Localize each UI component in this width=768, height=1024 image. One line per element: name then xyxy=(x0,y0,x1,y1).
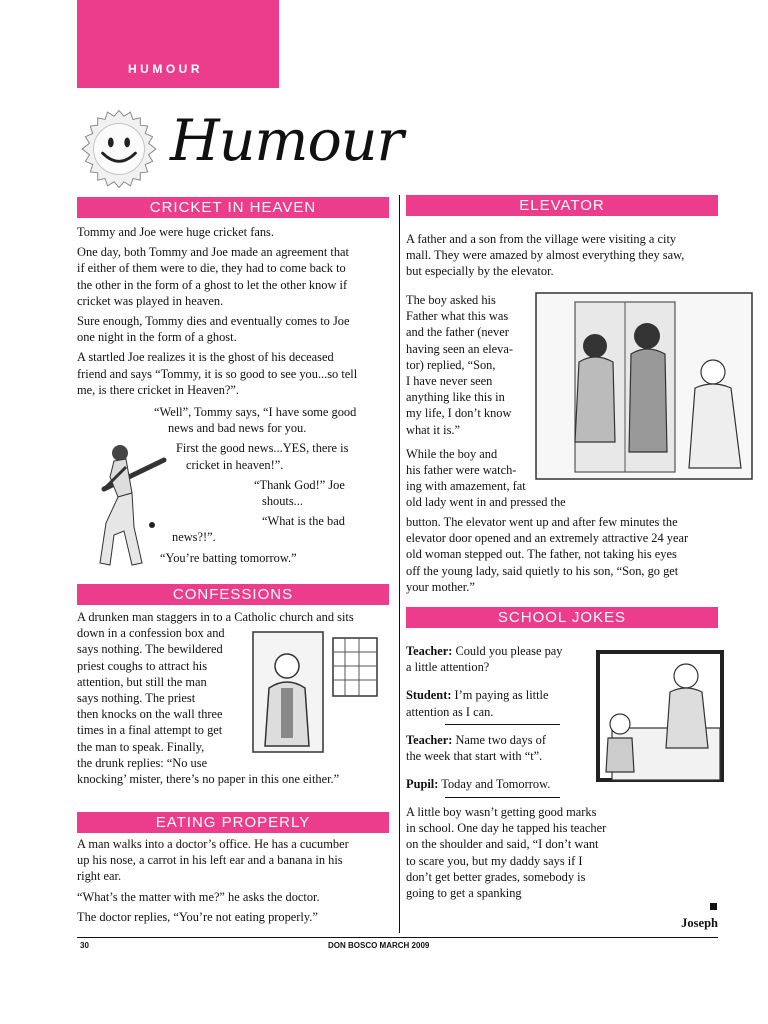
text-line: A father and a son from the village were visiting a city xyxy=(406,232,677,246)
dialogue-line: the week that start with “t”. xyxy=(406,749,543,764)
text-line: elevator door opened and an extremely attractive 24 year xyxy=(406,531,689,546)
eating-heading: EATING PROPERLY xyxy=(77,812,389,833)
text-line: “You’re batting tomorrow.” xyxy=(160,550,297,565)
school-heading: SCHOOL JOKES xyxy=(406,607,718,628)
section-tab-label: HUMOUR xyxy=(128,62,203,76)
dialogue-text: Could you please pay xyxy=(452,644,563,658)
speaker-label: Student: xyxy=(406,688,452,703)
page-title: Humour xyxy=(170,108,403,174)
dialogue-text: I’m paying as little xyxy=(451,688,549,703)
text-line: “What is the bad xyxy=(262,514,345,529)
cricket-dialogue xyxy=(154,404,356,566)
speaker-label: Pupil: xyxy=(406,777,439,792)
end-mark xyxy=(710,903,717,910)
classroom-illustration xyxy=(590,648,725,788)
text-line: A drunken man staggers in to a Catholic church and sits xyxy=(77,610,354,624)
text-line: if either of them were to die, they had to come back to xyxy=(77,261,346,276)
text-line: then knocks on the wall three xyxy=(77,707,223,722)
text-line: A startled Joe realizes it is the ghost of his deceased xyxy=(77,350,334,365)
dialogue-line xyxy=(406,776,562,792)
text-line: A little boy wasn’t getting good marks xyxy=(406,805,597,819)
text-line: your mother.” xyxy=(406,579,475,594)
text-line: down in a confession box and xyxy=(77,626,225,641)
elevator-illustration xyxy=(535,292,753,480)
text-line: going to get a spanking xyxy=(406,886,522,901)
text-line: what it is.” xyxy=(406,422,461,437)
text-line: news?!”. xyxy=(172,530,216,545)
column-divider xyxy=(399,195,400,933)
text-line: button. The elevator went up and after few minutes the xyxy=(406,515,678,529)
text-line: priest coughs to attract his xyxy=(77,658,208,673)
text-line: While the boy and xyxy=(406,446,498,461)
dialogue-text: Today and Tomorrow. xyxy=(438,777,551,792)
text-line: I have never seen xyxy=(406,374,493,389)
text-line: A man walks into a doctor’s office. He has a cucumber xyxy=(77,837,349,851)
text-line: the other in the form of a ghost to let the other know if xyxy=(77,277,348,292)
text-line: friend and says “Tommy, it is so good to see you...so tell xyxy=(77,366,358,381)
eating-text xyxy=(77,836,349,925)
smiley-icon xyxy=(78,108,160,190)
text-line: mall. They were amazed by almost everything they saw, xyxy=(406,248,685,263)
text-line: up his nose, a carrot in his left ear and a banana in his xyxy=(77,853,343,868)
elevator-heading: ELEVATOR xyxy=(406,195,718,216)
page-number: 30 xyxy=(80,941,89,950)
text-line: says nothing. The bewildered xyxy=(77,642,223,657)
dialogue-line: attention as I can. xyxy=(406,704,494,719)
school-story xyxy=(406,804,606,901)
text-line: my life, I don’t know xyxy=(406,406,512,421)
text-line: shouts... xyxy=(262,494,303,509)
separator-line xyxy=(445,797,560,798)
text-line: cricket was played in heaven. xyxy=(77,293,224,308)
dialogue-line xyxy=(406,687,562,703)
text-line: Tommy and Joe were huge cricket fans. xyxy=(77,225,274,239)
text-line: and the father (never xyxy=(406,325,509,340)
elevator-wide xyxy=(406,514,688,595)
text-line: news and bad news for you. xyxy=(168,421,307,436)
speaker-label: Teacher: xyxy=(406,644,453,658)
text-line: First the good news...YES, there is xyxy=(176,441,349,456)
text-line: “Well”, Tommy says, “I have some good xyxy=(154,405,357,419)
text-line: one night in the form of a ghost. xyxy=(77,330,237,345)
text-line: Father what this was xyxy=(406,309,509,324)
speaker-label: Teacher: xyxy=(406,732,453,747)
text-line: The boy asked his xyxy=(406,293,496,307)
text-line: old lady went in and pressed the xyxy=(406,495,566,510)
dialogue-line xyxy=(406,732,562,748)
footer-rule xyxy=(77,937,718,938)
dialogue-text: Name two days of xyxy=(452,732,546,747)
text-line: right ear. xyxy=(77,869,122,884)
text-line: having seen an eleva- xyxy=(406,341,513,356)
text-line: don’t get better grades, somebody is xyxy=(406,869,586,884)
text-line: the man to speak. Finally, xyxy=(77,739,205,754)
text-line: to scare you, but my daddy says if I xyxy=(406,853,583,868)
text-line: anything like this in xyxy=(406,390,505,405)
dialogue-line xyxy=(406,643,562,659)
school-dialogue xyxy=(406,643,562,792)
cricket-text xyxy=(77,224,395,398)
text-line: old woman stepped out. The father, not taking his eyes xyxy=(406,547,677,562)
text-line: in school. One day he tapped his teacher xyxy=(406,821,607,836)
text-line: “Thank God!” Joe xyxy=(254,477,345,492)
text-line: me, is there cricket in Heaven?”. xyxy=(77,382,240,397)
text-line: his father were watch- xyxy=(406,463,517,478)
text-line: knocking’ mister, there’s no paper in this one either.” xyxy=(77,772,340,787)
text-line: cricket in heaven!”. xyxy=(186,457,284,472)
text-line: “What’s the matter with me?” he asks the doctor. xyxy=(77,889,320,904)
text-line: on the shoulder and said, “I don’t want xyxy=(406,837,599,852)
publication-info: DON BOSCO MARCH 2009 xyxy=(328,941,430,950)
text-line: off the young lady, said quietly to his son, “Son, go get xyxy=(406,563,679,578)
priest-illustration xyxy=(245,628,385,758)
dialogue-line: a little attention? xyxy=(406,660,490,675)
text-line: The doctor replies, “You’re not eating properly.” xyxy=(77,909,318,924)
text-line: attention, but still the man xyxy=(77,674,207,689)
separator-line xyxy=(445,724,560,725)
text-line: One day, both Tommy and Joe made an agreement that xyxy=(77,245,349,260)
text-line: but especially by the elevator. xyxy=(406,264,554,279)
author-name: Joseph xyxy=(681,916,718,930)
text-line: times in a final attempt to get xyxy=(77,723,223,738)
text-line: tor) replied, “Son, xyxy=(406,357,496,372)
confessions-heading: CONFESSIONS xyxy=(77,584,389,605)
cricket-heading: CRICKET IN HEAVEN xyxy=(77,197,389,218)
text-line: Sure enough, Tommy dies and eventually comes to Joe xyxy=(77,314,350,329)
text-line: the drunk replies: “No use xyxy=(77,755,208,770)
text-line: says nothing. The priest xyxy=(77,691,196,706)
elevator-intro xyxy=(406,231,684,280)
text-line: ing with amazement, fat xyxy=(406,479,526,494)
